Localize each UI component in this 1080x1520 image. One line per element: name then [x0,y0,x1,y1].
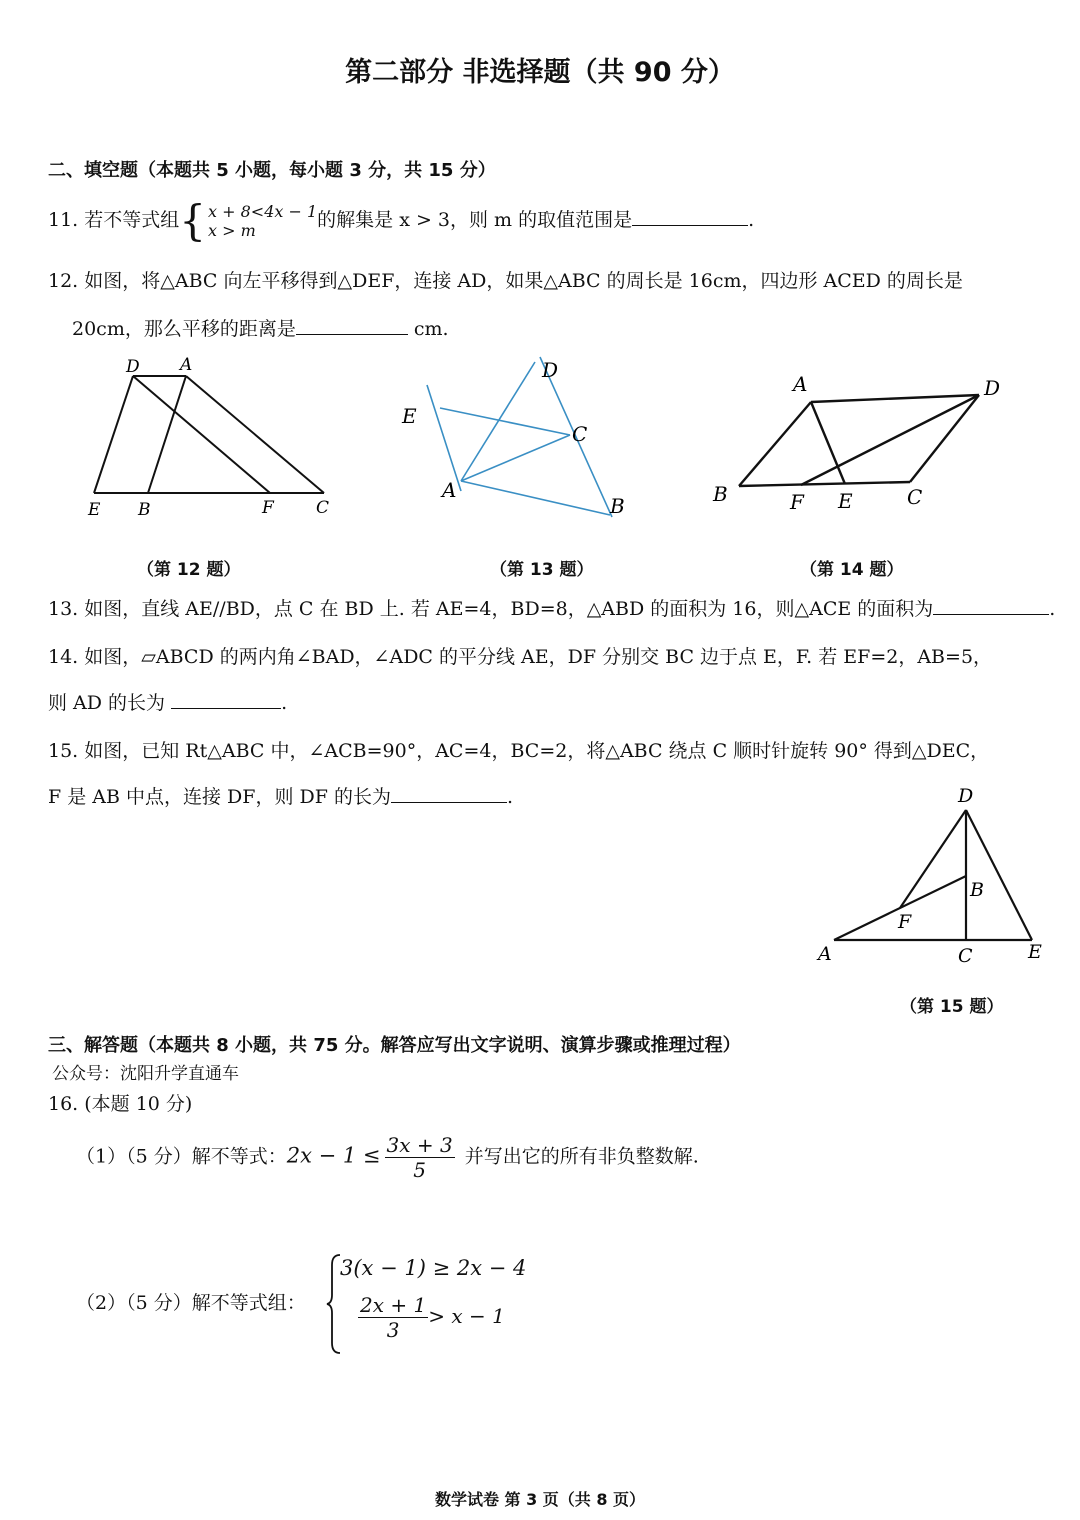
q16-p2-line1: 3(x − 1) ≥ 2x − 4 [340,1256,527,1280]
question-14-line1: 14. 如图，▱ABCD 的两内角∠BAD，∠ADC 的平分线 AE，DF 分别交 BC 边于点 E，F. 若 EF=2，AB=5， [48,646,993,668]
page-title: 第二部分 非选择题（共 90 分） [345,57,735,88]
fig12-label-f: F [262,498,274,518]
question-13 [48,594,1055,621]
question-16-heading: 16. (本题 10 分) [48,1093,193,1115]
q16-p1-numerator: 3x + 3 [386,1133,453,1157]
fig14-label-c: C [907,485,923,509]
fig12-label-a: A [180,355,193,375]
q13-end: . [1049,598,1056,620]
question-15-line1: 15. 如图，已知 Rt△ABC 中，∠ACB=90°，AC=4，BC=2，将△ABC 绕点 C 顺时针旋转 90° 得到△DEC， [48,740,990,762]
section-heading-fill-in: 二、填空题（本题共 5 小题，每小题 3 分，共 15 分） [48,160,496,181]
figure-13 [390,355,640,530]
q11-sys-line2: x > m [208,221,256,240]
fig12-label-d: D [126,357,140,377]
q11-sys-line1: x + 8<4x − 1 [208,202,318,221]
question-11 [48,196,755,245]
wechat-note: 公众号：沈阳升学直通车 [52,1064,239,1084]
q11-answer-blank [632,207,748,226]
q13-text: 13. 如图，直线 AE//BD，点 C 在 BD 上. 若 AE=4，BD=8，△ABD 的面积为 16，则△ACE 的面积为 [48,598,934,620]
fig15-caption: （第 15 题） [900,997,1004,1017]
fig15-label-d: D [958,785,974,807]
question-16-part1 [76,1133,699,1182]
q12-line2-suffix: cm. [413,318,449,340]
q13-answer-blank [933,596,1049,615]
q14-line2-prefix: 则 AD 的长为 [48,692,166,714]
q16-p2-relation: > x − 1 [428,1304,505,1328]
fig14-label-b: B [713,482,728,506]
q15-line2-prefix: F 是 AB 中点，连接 DF，则 DF 的长为 [48,786,391,808]
fig14-caption: （第 14 题） [800,560,904,580]
q16-p1-fraction [385,1133,455,1182]
q16-p2-denominator: 3 [386,1318,400,1342]
fig13-label-d: D [542,358,559,382]
q16-p1-denominator: 5 [413,1158,426,1182]
q11-prefix: 11. 若不等式组 [48,209,180,231]
q16-p2-numerator: 2x + 1 [360,1293,427,1317]
q14-answer-blank [171,690,281,709]
fig14-label-d: D [984,376,1001,400]
fig12-label-c: C [316,498,330,518]
question-14-line2 [48,688,287,715]
q16-p2-line2 [358,1293,505,1342]
q11-end: . [748,209,755,231]
fig13-label-a: A [442,478,457,502]
section-heading-answer: 三、解答题（本题共 8 小题，共 75 分。解答应写出文字说明、演算步骤或推理过程） [48,1035,741,1056]
fig15-label-e: E [1028,941,1042,963]
figure-14 [705,365,1015,525]
q16-p2-prefix: （2）（5 分）解不等式组： [76,1292,306,1314]
q11-suffix: 的解集是 x > 3，则 m 的取值范围是 [317,209,633,231]
figure-12 [80,350,350,525]
question-12-line2 [72,314,449,341]
q16-p2-fraction [358,1293,428,1342]
fig12-label-b: B [138,500,151,520]
fig12-label-e: E [88,500,101,520]
q12-answer-blank [296,316,408,335]
page-footer: 数学试卷 第 3 页（共 8 页） [434,1490,646,1509]
fig12-caption: （第 12 题） [137,560,241,580]
fig13-label-e: E [402,404,417,428]
fig15-label-f: F [898,911,912,933]
q14-end: . [281,692,288,714]
fig14-label-f: F [790,490,804,514]
q16-p1-lhs: 2x − 1 ≤ [286,1143,381,1168]
question-12-line1: 12. 如图，将△ABC 向左平移得到△DEF，连接 AD，如果△ABC 的周长是 16cm，四边形 ACED 的周长是 [48,270,963,292]
brace-icon: { [179,196,206,245]
question-15-line2 [48,782,513,809]
fig14-label-e: E [838,489,853,513]
fig15-label-b: B [970,879,984,901]
q16-p1-suffix: 并写出它的所有非负整数解. [464,1145,699,1168]
fig15-label-a: A [818,943,832,965]
fig13-caption: （第 13 题） [490,560,594,580]
fig13-label-c: C [572,422,588,446]
fig15-label-c: C [958,945,973,967]
q16-p1-prefix: （1）（5 分）解不等式： [76,1145,287,1168]
fig14-label-a: A [793,372,808,396]
fig13-label-b: B [610,494,625,518]
q15-end: . [506,786,513,808]
q15-answer-blank [391,784,507,803]
figure-15 [810,782,1070,972]
q12-line2-prefix: 20cm，那么平移的距离是 [72,318,296,340]
q11-inequality-system [179,196,318,245]
